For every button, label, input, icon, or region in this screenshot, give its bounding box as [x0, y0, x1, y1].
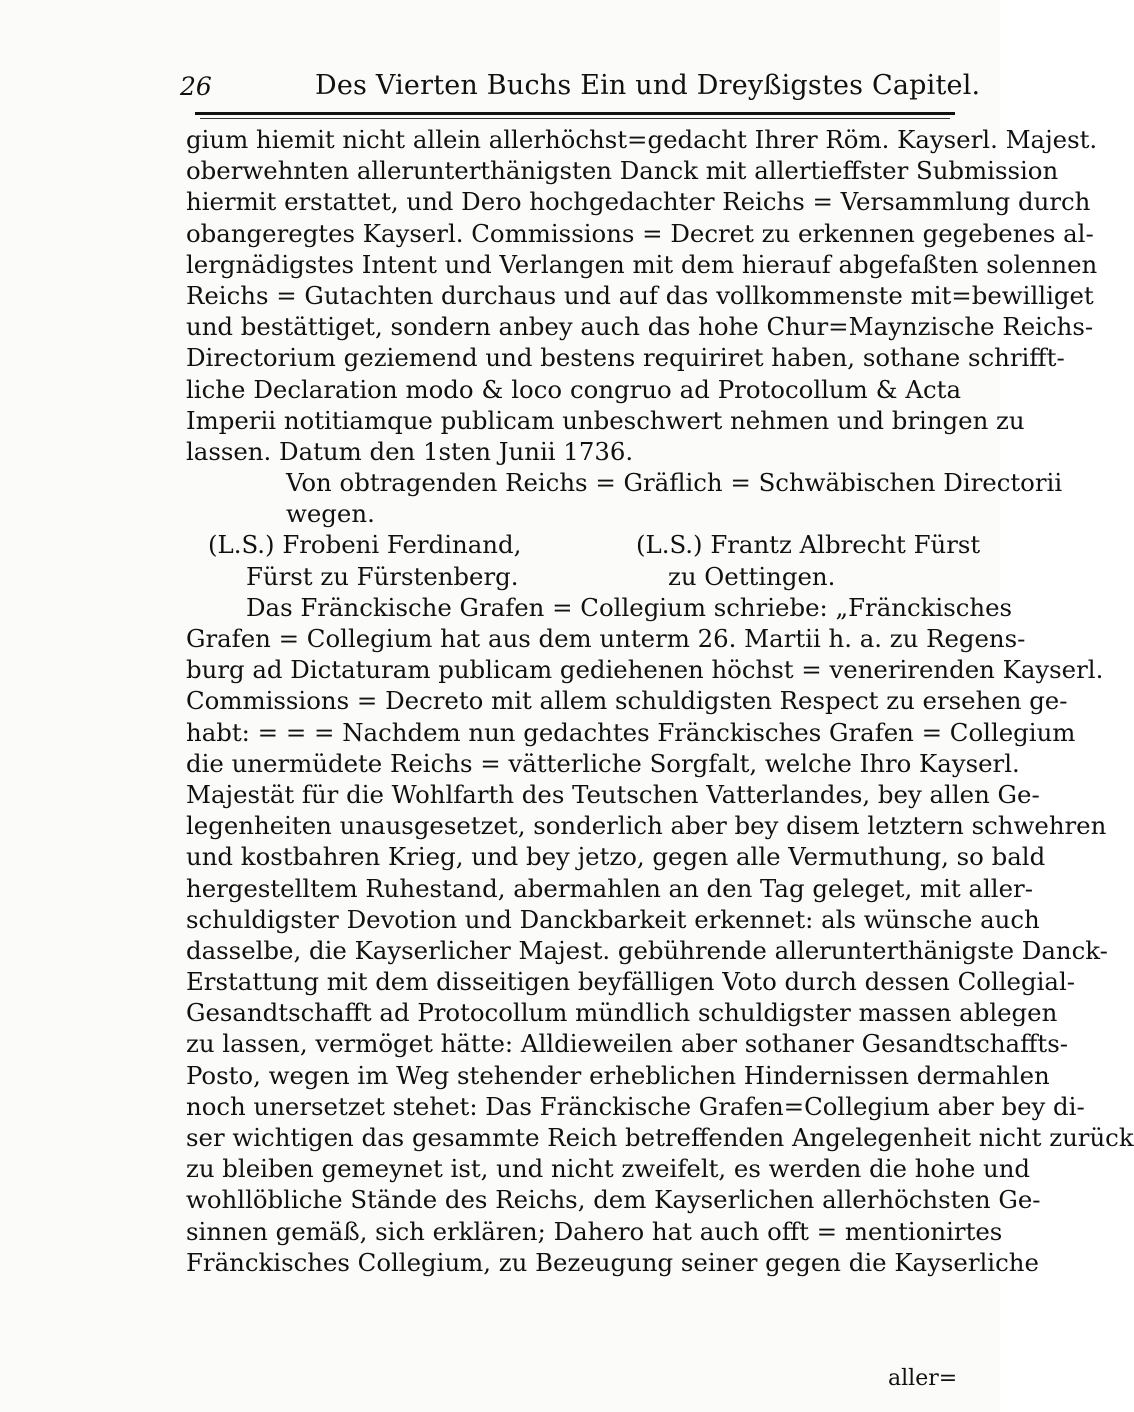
text-line: ser wichtigen das gesammte Reich betreffenden Angelegenheit nicht zurück — [186, 1123, 1134, 1152]
text-line: habt: = = = Nachdem nun gedachtes Fränckisches Grafen = Collegium — [186, 717, 1076, 747]
text-line: Majestät für die Wohlfarth des Teutschen Vatterlandes, bey allen Ge- — [186, 779, 1040, 809]
text-line: schuldigster Devotion und Danckbarkeit erkennet: als wünsche auch — [186, 904, 1040, 934]
text-line: zu lassen, vermöget hätte: Alldieweilen aber sothaner Gesandtschaffts- — [186, 1029, 1068, 1059]
text-line: Reichs = Gutachten durchaus und auf das vollkommenste mit=bewilliget — [186, 280, 1094, 310]
text-line: liche Declaration modo & loco congruo ad Protocollum & Acta — [186, 374, 961, 404]
body-text — [186, 124, 1134, 1278]
text-line: obangeregtes Kayserl. Commissions = Decret zu erkennen gegebenes al- — [186, 218, 1094, 248]
running-head — [180, 70, 981, 110]
header-rule — [195, 112, 955, 115]
signature-right: (L.S.) Frantz Albrecht Fürst — [636, 530, 981, 560]
text-line: hergestelltem Ruhestand, abermahlen an den Tag geleget, mit aller- — [186, 873, 1033, 903]
text-line: und kostbahren Krieg, und bey jetzo, gegen alle Vermuthung, so bald — [186, 842, 1046, 872]
text-line: gium hiemit nicht allein allerhöchst=gedacht Ihrer Röm. Kayserl. Majest. — [186, 125, 1098, 154]
text-line: oberwehnten allerunterthänigsten Danck mit allertieffster Submission — [186, 156, 1059, 186]
text-line: wohllöbliche Stände des Reichs, dem Kayserlichen allerhöchsten Ge- — [186, 1185, 1041, 1215]
directorium-line-end: wegen. — [286, 499, 375, 529]
signature-row — [186, 529, 981, 560]
text-line: burg ad Dictaturam publicam gediehenen höchst = venerirenden Kayserl. — [186, 655, 1104, 685]
text-line: hiermit erstattet, und Dero hochgedachter Reichs = Versammlung durch — [186, 187, 1091, 217]
text-line: dasselbe, die Kayserlicher Majest. gebührende allerunterthänigste Danck- — [186, 935, 1108, 965]
signature-left-title: Fürst zu Fürstenberg. — [246, 561, 519, 591]
text-line: sinnen gemäß, sich erklären; Dahero hat auch offt = mentionirtes — [186, 1216, 1003, 1246]
text-line: Erstattung mit dem disseitigen beyfälligen Voto durch dessen Collegial- — [186, 967, 1075, 997]
catchword: aller= — [888, 1366, 958, 1391]
text-line: Imperii notitiamque publicam unbeschwert nehmen und bringen zu — [186, 405, 1025, 435]
page-number: 26 — [180, 72, 212, 101]
text-line: zu bleiben gemeynet ist, und nicht zweifelt, es werden die hohe und — [186, 1154, 1031, 1184]
text-line: lergnädigstes Intent und Verlangen mit dem hierauf abgefaßten solennen — [186, 249, 1098, 279]
signature-left: (L.S.) Frobeni Ferdinand, — [208, 530, 522, 560]
text-line: Commissions = Decreto mit allem schuldigsten Respect zu ersehen ge- — [186, 686, 1068, 716]
text-line: Fränckisches Collegium, zu Bezeugung seiner gegen die Kayserliche — [186, 1247, 1039, 1277]
text-line: und bestättiget, sondern anbey auch das hohe Chur=Maynzische Reichs- — [186, 312, 1094, 342]
header-rule-thin — [200, 118, 950, 119]
text-line: Das Fränckische Grafen = Collegium schriebe: „Fränckisches — [246, 592, 1013, 622]
chapter-title: Des Vierten Buchs Ein und Dreyßigstes Capitel. — [315, 70, 981, 101]
text-line: Gesandtschafft ad Protocollum mündlich schuldigster massen ablegen — [186, 998, 1058, 1028]
text-line: noch unersetzet stehet: Das Fränckische Grafen=Collegium aber bey di- — [186, 1091, 1085, 1121]
signature-title-row — [186, 561, 961, 592]
text-line: die unermüdete Reichs = vätterliche Sorgfalt, welche Ihro Kayserl. — [186, 748, 1020, 778]
text-line: Directorium geziemend und bestens requiriret haben, sothane schrifft- — [186, 343, 1065, 373]
text-line: Grafen = Collegium hat aus dem unterm 26. Martii h. a. zu Regens- — [186, 624, 1026, 653]
directorium-line: Von obtragenden Reichs = Gräflich = Schwäbischen Directorii — [286, 468, 1063, 498]
date-line: lassen. Datum den 1sten Junii 1736. — [186, 436, 634, 466]
text-line: legenheiten unausgesetzet, sonderlich aber bey disem letztern schwehren — [186, 811, 1107, 841]
signature-right-title: zu Oettingen. — [668, 561, 836, 591]
text-line: Posto, wegen im Weg stehender erheblichen Hindernissen dermahlen — [186, 1060, 1050, 1090]
